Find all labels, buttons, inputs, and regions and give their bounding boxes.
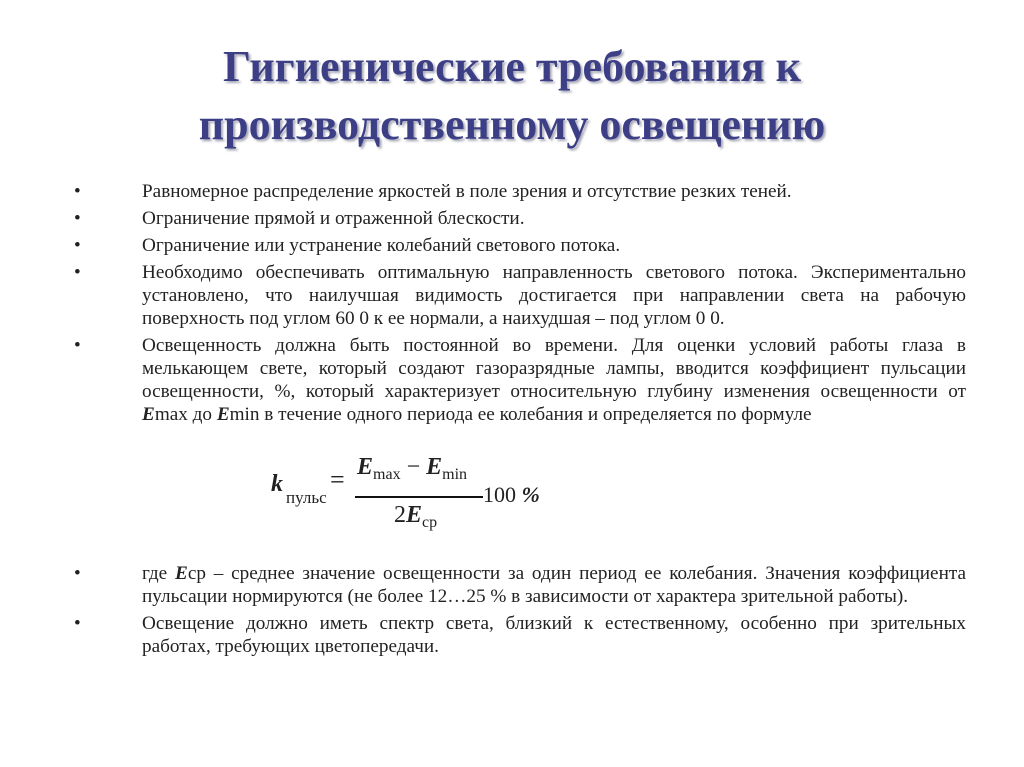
formula-equals: = (330, 465, 345, 494)
list-item-text: Освещение должно иметь спектр света, близкий к естественному, особенно при зрительных работах, требующих цветопередачи. (142, 613, 966, 657)
text-run: min в течение одного периода ее колебания и определяется по формуле (229, 404, 812, 425)
list-item (68, 207, 966, 230)
formula-numerator (357, 456, 467, 486)
text-run: где (142, 563, 176, 584)
bullet: • (74, 181, 81, 202)
list-item-text: Равномерное распределение яркостей в поле зрения и отсутствие резких теней. (142, 181, 792, 202)
formula-minus: − (400, 454, 427, 480)
list-item (68, 180, 966, 203)
formula-factor (483, 483, 540, 506)
list-item-text: Ограничение прямой и отраженной блескости. (142, 208, 525, 229)
formula-e: E (357, 454, 374, 480)
title-line-1: Гигиенические требования к (223, 42, 801, 91)
formula-k: k (271, 471, 283, 497)
title-line-2: производственному освещению (198, 100, 826, 149)
formula-k-subscript: пульс (286, 488, 327, 507)
formula-e: E (426, 454, 443, 480)
pulsation-formula (68, 446, 966, 550)
formula-hundred: 100 (483, 482, 522, 507)
list-item (68, 234, 966, 257)
bullet: • (74, 563, 81, 584)
formula-subscript: min (442, 466, 468, 483)
text-run: ср – среднее значение освещенности за один период ее колебания. Значения коэффициента пульсации нормируются (не более 12…25 % в зависимости от характера зрительной работы). (142, 563, 966, 607)
list-item-text (142, 562, 966, 608)
variable-e: E (216, 404, 230, 425)
formula-e: E (406, 502, 423, 528)
list-item (68, 612, 966, 658)
formula-subscript: ср (422, 514, 438, 531)
list-item (68, 261, 966, 330)
variable-e: E (175, 563, 188, 584)
fraction-line (355, 496, 483, 498)
list-item-text: Ограничение или устранение колебаний светового потока. (142, 235, 621, 256)
bullet: • (74, 335, 81, 356)
text-run: max до (154, 404, 217, 425)
formula-denominator (394, 504, 437, 534)
slide-title (0, 38, 1024, 154)
variable-e: E (142, 404, 155, 425)
bullet: • (74, 208, 81, 229)
requirements-list (68, 180, 966, 662)
formula-coefficient: 2 (394, 502, 406, 528)
formula-subscript: max (373, 466, 401, 483)
bullet: • (74, 613, 81, 634)
list-item-text: Необходимо обеспечивать оптимальную направленность светового потока. Экспериментально установлено, что наилучшая видимость достигается при направлении света на рабочую поверхность под углом 60 0 к ее нормали, а наихудшая – под углом 0 0. (142, 262, 966, 329)
list-item (68, 334, 966, 426)
bullet: • (74, 235, 81, 256)
list-item (68, 562, 966, 608)
text-run: Освещенность должна быть постоянной во времени. Для оценки условий работы глаза в мелькающем свете, который создают газоразрядные лампы, вводится коэффициент пульсации освещенности, %, который характеризует относительную глубину изменения освещенности от (142, 335, 966, 402)
bullet: • (74, 262, 81, 283)
formula-percent: % (521, 482, 540, 507)
list-item-text (142, 334, 966, 426)
